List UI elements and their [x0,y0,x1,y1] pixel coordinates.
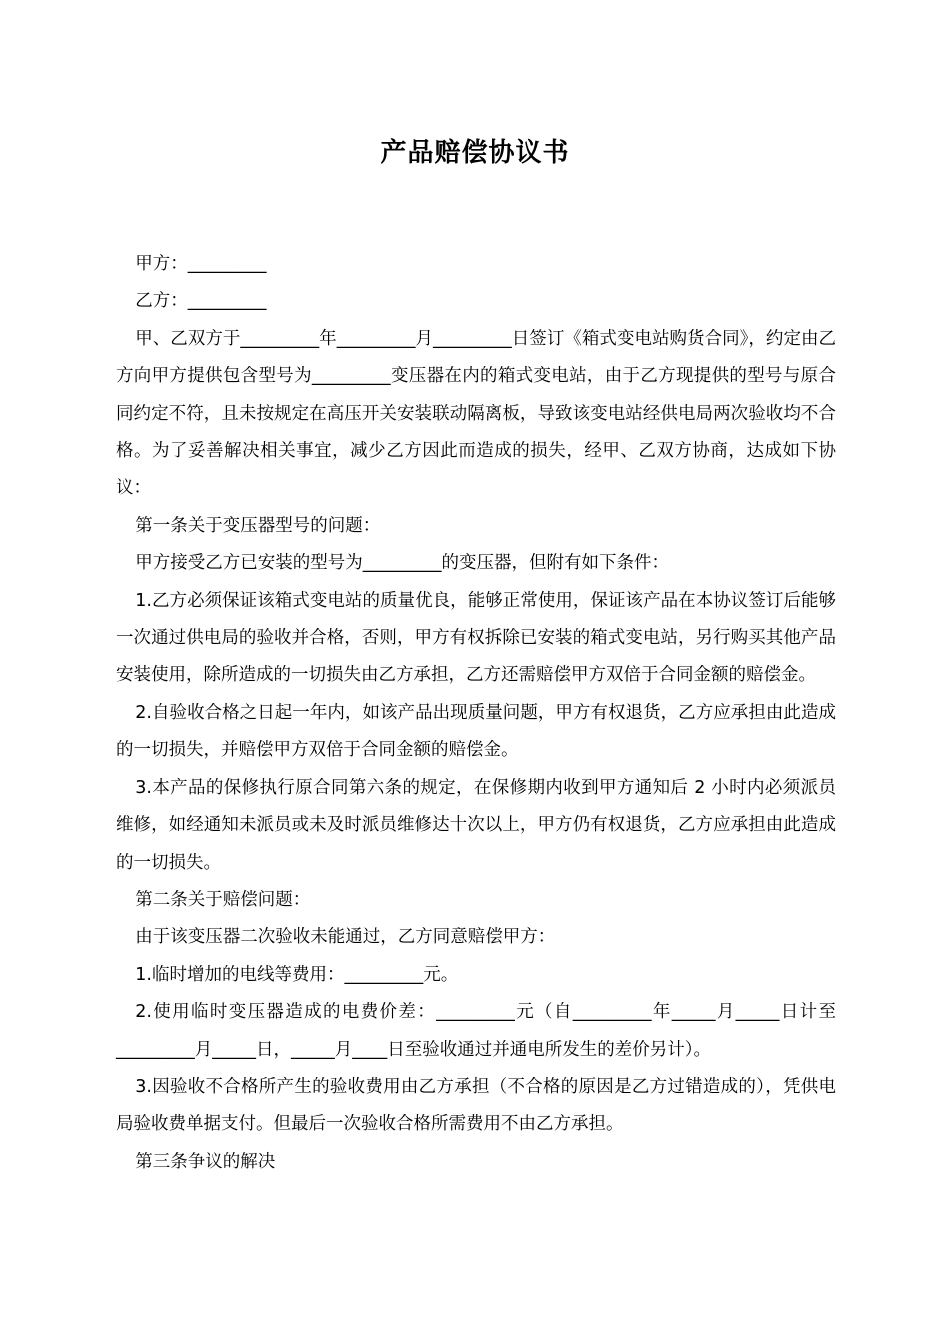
article-1-intro: 甲方接受乙方已安装的型号为_________的变压器，但附有如下条件： [135,553,669,574]
article-3-heading: 第三条争议的解决 [135,1151,276,1172]
article-2-clause-2: 2.使用临时变压器造成的电费价差：_________元（自_________年_____月_____日计至_________月_____日，_____月____日至验收通过并通电所发生的差价另计）。 [116,1002,836,1060]
article-1-clause-1: 1.乙方必须保证该箱式变电站的质量优良，能够正常使用，保证该产品在本协议签订后能够一次通过供电局的验收并合格，否则，甲方有权拆除已安装的箱式变电站，另行购买其他产品安装使用，除所造成的一切损失由乙方承担，乙方还需赔偿甲方双倍于合同金额的赔偿金。 [116,590,836,686]
article-2-clause-1: 1.临时增加的电线等费用：_________元。 [135,964,459,985]
article-2-clause-3: 3.因验收不合格所产生的验收费用由乙方承担（不合格的原因是乙方过错造成的），凭供电局验收费单据支付。但最后一次验收合格所需费用不由乙方承担。 [116,1076,836,1135]
preamble-paragraph: 甲、乙双方于_________年_________月_________日签订《箱式变电站购货合同》，约定由乙方向甲方提供包含型号为_________变压器在内的箱式变电站，由于乙方现提供的型号与原合同约定不符，且未按规定在高压开关安装联动隔离板，导致该变电站经供电局两次验收均不合格。为了妥善解决相关事宜，减少乙方因此而造成的损失，经甲、乙双方协商，达成如下协议： [116,328,836,499]
article-2-intro: 由于该变压器二次验收未能通过，乙方同意赔偿甲方： [135,927,556,948]
article-1-clause-2: 2.自验收合格之日起一年内，如该产品出现质量问题，甲方有权退货，乙方应承担由此造成的一切损失，并赔偿甲方双倍于合同金额的赔偿金。 [116,702,836,761]
document-title: 产品赔偿协议书 [380,138,570,168]
article-1-clause-3: 3.本产品的保修执行原合同第六条的规定，在保修期内收到甲方通知后 2 小时内必须派员维修，如经通知未派员或未及时派员维修达十次以上，甲方仍有权退货，乙方应承担由此造成的一切损失。 [116,777,836,873]
article-1-heading: 第一条关于变压器型号的问题： [135,515,381,536]
party-b-line: 乙方：_________ [135,291,267,312]
article-2-heading: 第二条关于赔偿问题： [135,889,311,910]
document-body [116,246,836,1181]
party-a-line: 甲方：_________ [135,254,267,274]
